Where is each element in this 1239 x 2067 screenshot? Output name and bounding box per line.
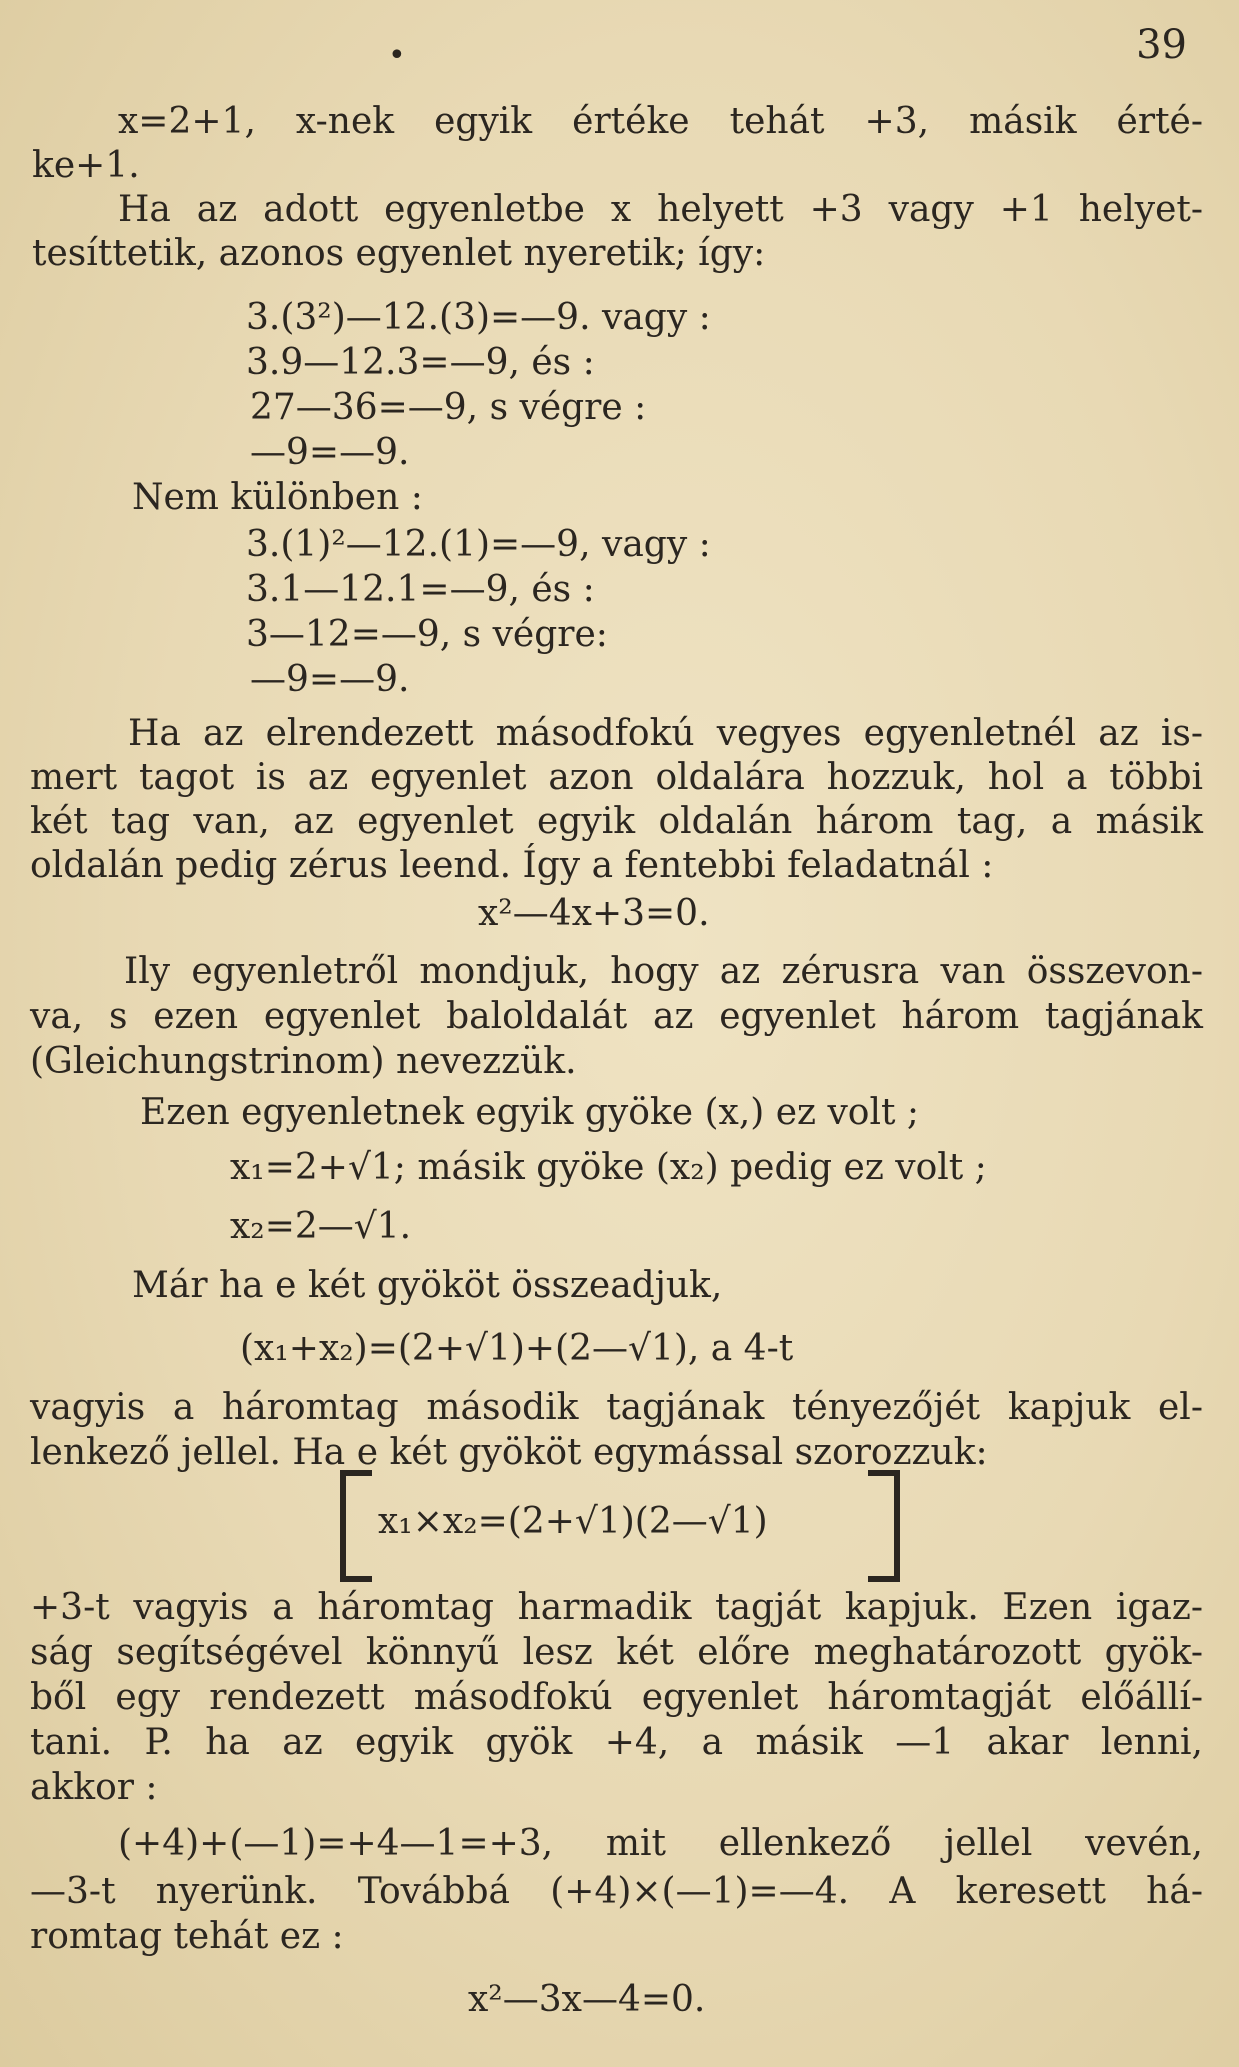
margin-dot: • xyxy=(388,38,406,73)
text-line: tani. P. ha az egyik gyök +4, a másik —1 akar lenni, xyxy=(30,1722,1203,1763)
text-line: Ha az elrendezett másodfokú vegyes egyenletnél az is- xyxy=(128,713,1203,754)
equation-line: x₂=2—√1. xyxy=(230,1206,412,1247)
text-line: vagyis a háromtag második tagjának tényezőjét kapjuk el- xyxy=(30,1387,1203,1428)
equation-line: —9=—9. xyxy=(250,432,410,473)
text-line: +3-t vagyis a háromtag harmadik tagját kapjuk. Ezen igaz- xyxy=(30,1587,1203,1628)
text-line: mert tagot is az egyenlet azon oldalára hozzuk, hol a többi xyxy=(30,757,1203,798)
equation-line: (x₁+x₂)=(2+√1)+(2—√1), a 4-t xyxy=(240,1328,794,1369)
equation-line: 3—12=—9, s végre: xyxy=(246,614,608,655)
text-line: ke+1. xyxy=(32,145,140,186)
text-line: tesíttetik, azonos egyenlet nyeretik; így: xyxy=(32,233,766,274)
equation-line: 3.1—12.1=—9, és : xyxy=(246,569,595,610)
right-bracket xyxy=(868,1470,900,1582)
text-line: va, s ezen egyenlet baloldalát az egyenlet három tagjának xyxy=(30,996,1203,1037)
text-line: ből egy rendezett másodfokú egyenlet háromtagját előállí- xyxy=(30,1677,1203,1718)
left-bracket xyxy=(340,1470,372,1582)
text-line: romtag tehát ez : xyxy=(30,1916,344,1957)
equation-line: 3.(3²)—12.(3)=—9. vagy : xyxy=(246,297,711,338)
equation-line: 27—36=—9, s végre : xyxy=(250,387,647,428)
text-line: oldalán pedig zérus leend. Így a fentebbi feladatnál : xyxy=(30,845,994,886)
equation-line: x²—4x+3=0. xyxy=(478,893,710,934)
equation-line: x²—3x—4=0. xyxy=(468,1979,706,2020)
text-line: ság segítségével könnyű lesz két előre meghatározott gyök- xyxy=(30,1632,1203,1673)
text-line: Ha az adott egyenletbe x helyett +3 vagy +1 helyet- xyxy=(118,189,1203,230)
equation-line: 3.9—12.3=—9, és : xyxy=(246,342,595,383)
equation-line: 3.(1)²—12.(1)=—9, vagy : xyxy=(246,524,711,565)
text-line: (Gleichungstrinom) nevezzük. xyxy=(30,1041,577,1082)
text-line: Ezen egyenletnek egyik gyöke (x,) ez volt ; xyxy=(140,1092,920,1133)
text-line: akkor : xyxy=(30,1767,158,1808)
text-line: lenkező jellel. Ha e két gyököt egymással szorozzuk: xyxy=(30,1432,988,1473)
text-line: (+4)+(—1)=+4—1=+3, mit ellenkező jellel vevén, xyxy=(118,1823,1203,1864)
text-line: Már ha e két gyököt összeadjuk, xyxy=(132,1265,723,1306)
text-line: —3-t nyerünk. Továbbá (+4)×(—1)=—4. A keresett há- xyxy=(30,1871,1203,1912)
text-line: két tag van, az egyenlet egyik oldalán három tag, a másik xyxy=(30,801,1203,842)
page-number: 39 xyxy=(1136,22,1187,68)
text-line: Ily egyenletről mondjuk, hogy az zérusra van összevon- xyxy=(124,951,1203,992)
text-line: Nem különben : xyxy=(132,477,423,518)
equation-line: x₁=2+√1; másik gyöke (x₂) pedig ez volt ; xyxy=(230,1147,987,1188)
equation-line: —9=—9. xyxy=(250,659,410,700)
equation-line: x₁×x₂=(2+√1)(2—√1) xyxy=(378,1501,768,1542)
text-line: x=2+1, x-nek egyik értéke tehát +3, másik érté- xyxy=(118,101,1203,142)
